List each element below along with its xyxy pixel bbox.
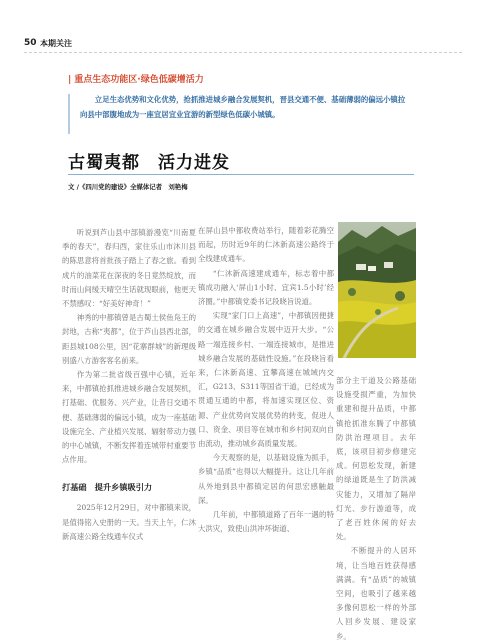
column-label: 重点生态功能区·绿色低碳增活力 [74,75,204,85]
paragraph: 2025年12月29日，对中都镇来说，是值得铭入史册的一天。当天上午，仁沐新高速公路全线通车仪式 [62,503,196,541]
paragraph: 在屏山县中都收费站举行，随着彩花腾空而起，历时近9年的仁沐新高速公路终于全线建成通车。 [198,226,334,264]
column-bar-icon: | [68,75,72,85]
body-column-2 [198,224,334,536]
header-divider [24,52,462,53]
paragraph: 神秀的中都镇曾是古蜀土侯鱼凫王的封地，古称“夷都”，位于芦山县西北部，距县城108公里，因“花寨群城”的新理级别盛八方游客客名前来。 [62,313,196,365]
body-column-3 [336,374,416,644]
landscape-photo-graphic [338,222,416,358]
title-part-2: 活力进发 [158,153,230,173]
section-label: 本期关注 [40,39,72,48]
dek-text: 立足生态优势和文化优势，抢抓推进城乡融合发展契机，晋县交通不便、基础薄弱的偏远小镇拉向县中部腹地成为一座宜居宜业宜游的新型绿色低碳小城镇。 [80,95,406,119]
article-title [68,148,230,173]
paragraph: 部分主干道及公路基础设施受损严重，为加快重建和提升品质，中都镇抢抓准东腾了中都镇防洪治理项目。去年底，该项目初步修建完成。何思松发现，新建的绿道既是生了防洪减灾能力，又增加了隔岸灯光、步行游道等，成了老百姓休闲的好去处。 [336,376,416,542]
title-part-1: 古蜀夷都 [68,153,140,173]
dek-box [68,90,412,136]
paragraph: 作为第二批省级百强中心镇，近年来，中都镇抢抓推进城乡融合发展契机，打基础、优服务、兴产业，让昔日交通不便、基础薄弱的偏远小镇，成为一座基础设施完全、产业植兴发展、辐射带动力强的中心城镇，不断发挥着连城带村重要节点作用。 [62,370,196,465]
page-number: 50 [24,38,37,48]
column-header [68,72,204,85]
subheading: 打基础 提升乡镇吸引力 [62,482,153,493]
paragraph: “仁沐新高速建成通车，标志着中都镇成功融入‘屏山1小时、宜宾1.5小时’经济圈。”中都镇党委书记段晓旨说道。 [198,268,334,307]
title-divider [68,174,414,175]
dek-accent-line [68,94,70,134]
body-column-1 [62,226,196,544]
paragraph: 实现“家门口上高速”，中都镇因便捷的交通在城乡融合发展中迈开大步。“公路一端连接乡村、一端连接城市，是推进城乡融合发展的基础性设施。”在段晓旨看来，仁沐新高速、宜攀高速在城域内交汇，G213、S311等国省干道，已经成为贯通互通的中都，将加速实现区位、资源、产业优势向发展优势的转变，促进人口、资金、项目等在城市和乡村间双向自由流动，推动城乡高质量发展。 [198,311,334,449]
paragraph: 不断提升的人居环境，让当地百姓获得感满满。有“品质”的城镇空间，也吸引了越来越多像何思松一样的外部人回乡发展、建设家乡。 [336,546,416,641]
paragraph: 几年前，中都镇道路了百年一遇的特大洪灾，致使山洪冲坏街道、 [198,510,334,534]
paragraph: 听说到芦山县中部镇游漫览“川南夏季的春天”，春归西，家住乐山市沐川县的陈思意将首批孩子踏上了春之旅。看到成片的油菜花在深夜的冬日竟然绽放，而时而山间缓天晴空生话就现眼前，他更天不禁感叹：“好美好神奇！” [62,228,196,309]
paragraph: 今天观察的是，以基础设施为抓手，乡镇“品质”也得以大幅提升。这让几年前从外地到县中都镇定居的何思宏感触最深。 [198,453,334,505]
landscape-photo [338,222,416,358]
byline: 文 /《四川党的建设》全媒体记者 刘艳梅 [68,183,188,191]
